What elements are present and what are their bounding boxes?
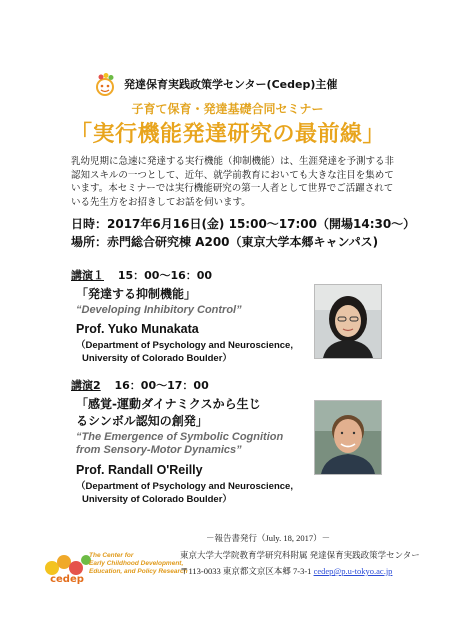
- lecture-1-title-ja: 「発達する抑制機能」: [76, 287, 197, 301]
- lecture-1-affiliation-line-1: （Department of Psychology and Neuroscience,: [76, 340, 293, 351]
- event-datetime: 日時：2017年6月16日(金) 15:00〜17:00（開場14:30〜）: [71, 217, 416, 231]
- lecture-1-time: 15：00〜16：00: [117, 269, 213, 282]
- cedep-logo-text: [89, 552, 188, 576]
- lecture-2-label: 講演2: [71, 379, 101, 392]
- footer-organization: 東京大学大学院教育学研究科附属 発達保育実践政策学センター: [180, 550, 420, 560]
- seminar-title: 「実行機能発達研究の最前線」: [69, 122, 385, 147]
- lecture-2-affiliation-line-2: University of Colorado Boulder）: [82, 494, 232, 505]
- cedep-logo-text-line-2: Early Childhood Development,: [89, 560, 184, 567]
- report-issued: －報告書発行（July. 18, 2017）－: [206, 533, 331, 543]
- seminar-series: 子育て保育・発達基礎合同セミナー: [131, 102, 324, 116]
- lecture-2-title-en-line-2: from Sensory-Motor Dynamics”: [76, 444, 242, 456]
- lecture-2-time: 16：00〜17：00: [114, 379, 209, 392]
- lecture-2-affiliation-line-1: （Department of Psychology and Neuroscience,: [76, 481, 293, 492]
- lecture-2-header: [71, 377, 209, 393]
- lecture-1-speaker: Prof. Yuko Munakata: [76, 322, 199, 336]
- footer-email-link[interactable]: cedep@p.u-tokyo.ac.jp: [313, 566, 393, 576]
- footer-address-line: [180, 565, 392, 577]
- speaker-2-photo: [314, 400, 382, 475]
- cedep-logo-text-line-1: The Center for: [89, 552, 134, 559]
- cedep-small-logo: [92, 72, 118, 98]
- lecture-1-label: 講演１: [71, 269, 104, 282]
- lecture-1-title-en: “Developing Inhibitory Control”: [76, 304, 242, 316]
- lecture-1-header: [71, 267, 212, 283]
- event-venue: 場所：赤門総合研究棟 A200（東京大学本郷キャンパス): [71, 235, 379, 249]
- cedep-logo-text-line-3: Education, and Policy Research: [89, 568, 188, 575]
- lecture-1-affiliation-line-2: University of Colorado Boulder）: [82, 353, 232, 364]
- host-label: 発達保育実践政策学センター(Cedep)主催: [124, 78, 338, 91]
- svg-text:cedep: cedep: [50, 574, 84, 585]
- lecture-2-title-ja-line-2: るシンボル認知の創発」: [76, 414, 208, 428]
- cedep-logo: [42, 546, 92, 586]
- speaker-1-photo: [314, 284, 382, 359]
- lecture-2-title-en-line-1: “The Emergence of Symbolic Cognition: [76, 431, 284, 443]
- lecture-2-title-ja-line-1: 「感覚-運動ダイナミクスから生じ: [76, 397, 261, 411]
- intro-text: 乳幼児期に急速に発達する実行機能（抑制機能）は、生涯発達を予測する非認知スキルの一つとして、近年、就学前教育においても大きな注目を集めています。本セミナーでは実行機能研究の第一人者として世界でご活躍されている先生方をお招きしてお話を伺います。: [71, 156, 395, 208]
- lecture-2-speaker: Prof. Randall O'Reilly: [76, 463, 203, 477]
- footer-address: 〒113-0033 東京都文京区本郷 7-3-1: [180, 566, 314, 576]
